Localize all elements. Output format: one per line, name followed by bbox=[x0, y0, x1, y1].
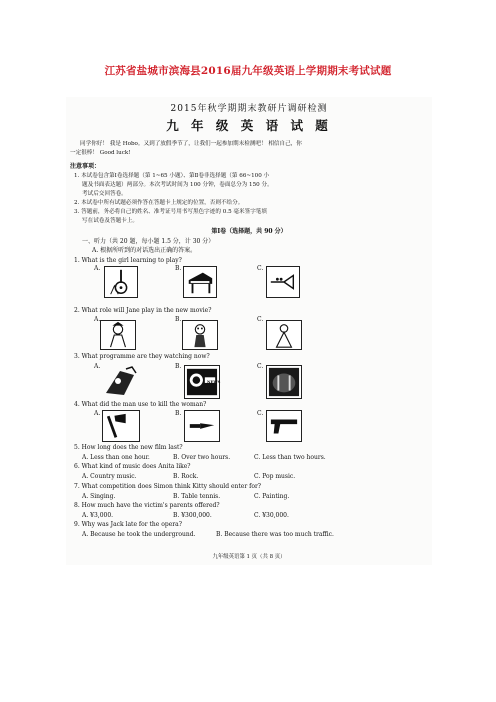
character-a-icon bbox=[100, 320, 136, 350]
question-7: 7. What competition does Simon think Kitty should enter for? bbox=[74, 483, 262, 490]
q7-option-c: C. Painting. bbox=[254, 493, 290, 500]
document-title-banner: 江苏省盐城市滨海县2016届九年级英语上学期期末考试试题 bbox=[104, 65, 392, 77]
note-1c: 考试后交回答卷。 bbox=[82, 191, 127, 197]
q4-option-a-label: A. bbox=[94, 410, 101, 417]
part-1-heading: 第Ⅰ卷（选择题，共 90 分） bbox=[211, 228, 287, 235]
notes-heading: 注意事项： bbox=[70, 163, 101, 170]
q3-option-c-label: C. bbox=[257, 363, 264, 370]
cartoon-programme-icon bbox=[102, 365, 140, 399]
q1-option-b-label: B. bbox=[175, 265, 182, 272]
q6-option-a: A. Country music. bbox=[82, 473, 137, 480]
note-1b: 题及书面表达题）两部分。本次考试时间为 100 分钟，卷面总分为 150 分。 bbox=[82, 182, 273, 188]
character-c-icon bbox=[266, 320, 302, 350]
q6-option-b: B. Rock. bbox=[173, 473, 199, 480]
question-1: 1. What is the girl learning to play? bbox=[74, 257, 182, 264]
q3-option-a-label: A. bbox=[94, 363, 101, 370]
note-1a: 1. 本试卷包含第Ⅰ卷选择题（第 1~65 小题）、第Ⅱ卷非选择题（第 66~100 小 bbox=[74, 173, 270, 179]
q2-option-c-label: C. bbox=[257, 316, 264, 323]
q1-option-a-label: A. bbox=[94, 265, 101, 272]
greeting-line-1: 同学你好！ 我是 Hobo。又到了放假季节了，让我们一起参加期末检测吧！ 相信自己，你 bbox=[80, 141, 302, 147]
section-a-instruction: A. 根据所听到的对话选出正确的答案。 bbox=[92, 247, 197, 254]
q2-option-a-label: A. bbox=[94, 316, 101, 323]
note-3b: 写在试卷及答题卡上。 bbox=[82, 218, 138, 224]
scanned-exam-page bbox=[66, 97, 432, 565]
question-6: 6. What kind of music does Anita like? bbox=[74, 463, 191, 470]
news-label: NEWS bbox=[207, 379, 221, 384]
character-b-icon bbox=[182, 320, 218, 350]
q3-option-b-label: B. bbox=[175, 363, 182, 370]
question-9: 9. Why was Jack late for the opera? bbox=[74, 521, 182, 528]
piano-icon bbox=[183, 266, 217, 298]
note-3a: 3. 答题前，务必将自己的姓名、准考证号用书写黑色字迹的 0.5 毫米签字笔填 bbox=[74, 209, 267, 215]
question-5: 5. How long does the new film last? bbox=[74, 444, 183, 451]
question-2: 2. What role will Jane play in the new movie? bbox=[74, 307, 212, 314]
trumpet-icon bbox=[266, 266, 300, 298]
axe-icon bbox=[102, 410, 140, 442]
q5-option-c: C. Less than two hours. bbox=[254, 454, 326, 461]
news-programme-icon bbox=[184, 365, 220, 399]
note-2: 2. 本试卷中所有试题必须作答在答题卡上规定的位置，否则不给分。 bbox=[74, 200, 244, 206]
sports-programme-icon bbox=[266, 365, 302, 399]
question-3: 3. What programme are they watching now? bbox=[74, 353, 210, 360]
q5-option-a: A. Less than one hour. bbox=[82, 454, 150, 461]
q8-option-a: A. ¥3,000. bbox=[82, 512, 114, 519]
q8-option-b: B. ¥300,000. bbox=[173, 512, 212, 519]
q1-option-c-label: C. bbox=[257, 265, 264, 272]
q9-option-b: B. Because there was too much traffic. bbox=[216, 531, 334, 538]
section-1-heading: 一、听力（共 20 题，每小题 1.5 分，计 30 分） bbox=[82, 238, 215, 245]
q4-option-b-label: B. bbox=[175, 410, 182, 417]
q8-option-c: C. ¥30,000. bbox=[254, 512, 289, 519]
q4-option-c-label: C. bbox=[257, 410, 264, 417]
question-8: 8. How much have the victim's parents offered? bbox=[74, 502, 220, 509]
q2-option-b-label: B. bbox=[175, 316, 182, 323]
q7-option-a: A. Singing. bbox=[82, 493, 116, 500]
question-4: 4. What did the man use to kill the woman? bbox=[74, 401, 207, 408]
exam-subtitle: 2015年秋学期期末教研片调研检测 bbox=[170, 104, 328, 114]
greeting-line-2: 一定很棒！ Good luck! bbox=[70, 150, 131, 156]
q5-option-b: B. Over two hours. bbox=[173, 454, 231, 461]
q7-option-b: B. Table tennis. bbox=[173, 493, 221, 500]
page-footer: 九年级英语第 1 页（共 8 页） bbox=[212, 554, 286, 560]
exam-title: 九 年 级 英 语 试 题 bbox=[166, 118, 332, 133]
q6-option-c: C. Pop music. bbox=[254, 473, 296, 480]
q9-option-a: A. Because he took the underground. bbox=[82, 531, 196, 538]
knife-icon bbox=[184, 410, 220, 442]
gun-icon bbox=[266, 410, 302, 442]
guitar-icon bbox=[104, 266, 138, 298]
